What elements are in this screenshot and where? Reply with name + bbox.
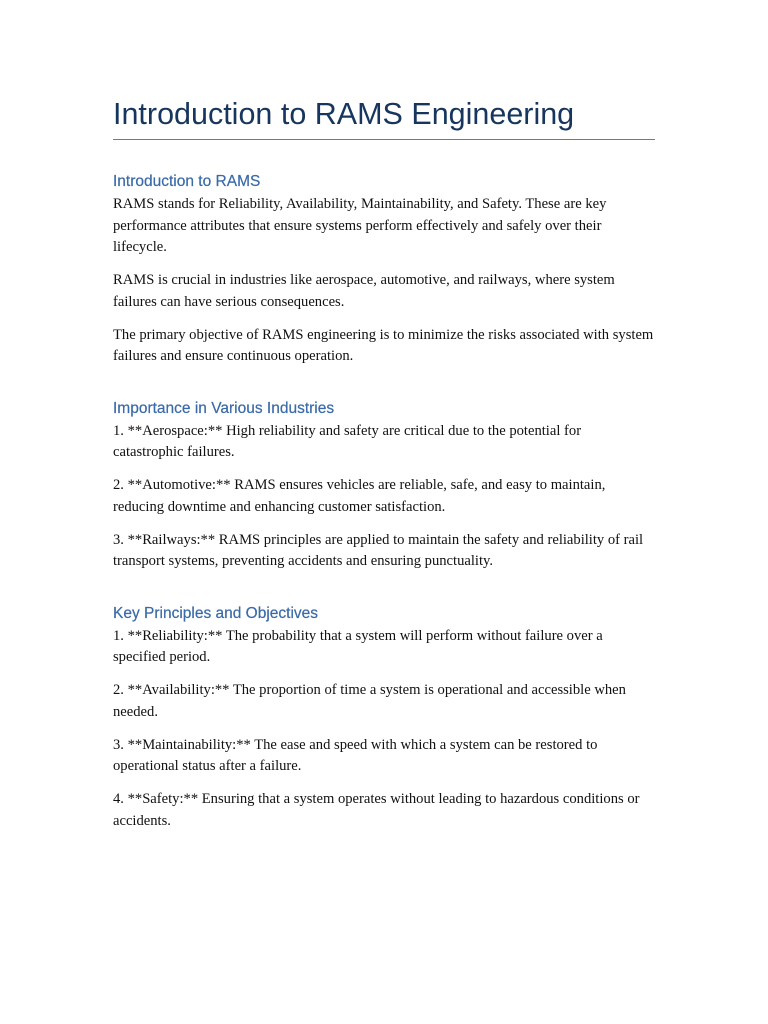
section-heading: Introduction to RAMS — [113, 173, 261, 190]
section-heading: Importance in Various Industries — [113, 399, 335, 417]
paragraph: The primary objective of RAMS engineering is to minimize the risks associated with system failures and ensure continuous operation. — [113, 326, 654, 364]
document-page — [113, 92, 655, 832]
paragraph: RAMS stands for Reliability, Availability, Maintainability, and Safety. These are key performance attributes that ensure systems perform effectively and safely over their lifecycle. — [113, 196, 607, 255]
section-introduction-to-rams — [113, 171, 655, 368]
list-item-safety: 4. **Safety:** Ensuring that a system operates without leading to hazardous conditions or accidents. — [113, 791, 640, 829]
list-item-reliability: 1. **Reliability:** The probability that a system will perform without failure over a specified period. — [113, 627, 603, 665]
section-importance-in-various-industries — [113, 398, 655, 573]
paragraph: RAMS is crucial in industries like aerospace, automotive, and railways, where system failures can have serious consequences. — [113, 272, 615, 310]
section-heading: Key Principles and Objectives — [113, 604, 319, 622]
list-item-automotive: 2. **Automotive:** RAMS ensures vehicles are reliable, safe, and easy to maintain, reducing downtime and enhancing customer satisfaction. — [113, 477, 606, 515]
document-title: Introduction to RAMS Engineering — [113, 92, 655, 140]
list-item-railways: 3. **Railways:** RAMS principles are applied to maintain the safety and reliability of rail transport systems, preventing accidents and ensuring punctuality. — [113, 531, 644, 569]
list-item-availability: 2. **Availability:** The proportion of time a system is operational and accessible when needed. — [113, 682, 626, 720]
list-item-maintainability: 3. **Maintainability:** The ease and speed with which a system can be restored to operational status after a failure. — [113, 736, 598, 774]
section-key-principles-and-objectives — [113, 603, 655, 833]
list-item-aerospace: 1. **Aerospace:** High reliability and safety are critical due to the potential for catastrophic failures. — [113, 422, 582, 460]
